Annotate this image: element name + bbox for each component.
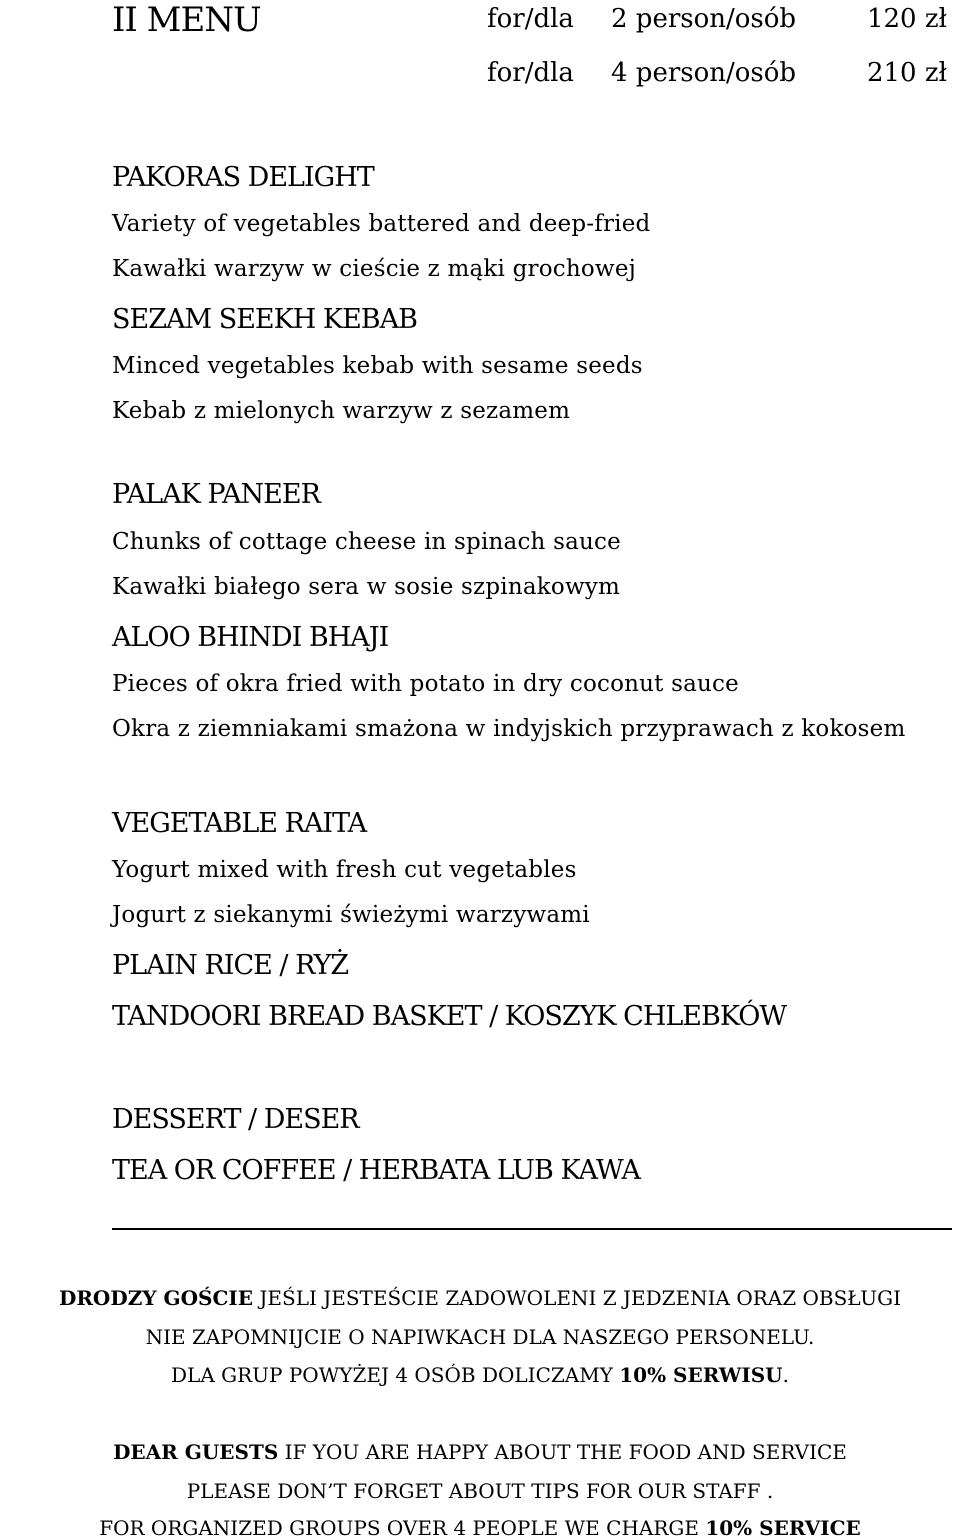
note-en-service: 10% SERVICE — [705, 1516, 861, 1540]
dish-desc-pl: Kawałki warzyw w cieście z mąki grochowej — [112, 256, 636, 282]
dish-desc-pl: Jogurt z siekanymi świeżymi warzywami — [112, 902, 590, 928]
price-value: 210 zł — [866, 58, 947, 88]
price-value: 120 zł — [866, 4, 947, 34]
dish-name-pakoras: PAKORAS DELIGHT — [112, 162, 374, 193]
price-persons: 4 person/osób — [611, 58, 797, 88]
dish-desc-en: Minced vegetables kebab with sesame seeds — [112, 353, 643, 379]
dish-name-rice: PLAIN RICE / RYŻ — [112, 950, 349, 981]
dish-desc-en: Variety of vegetables battered and deep-fried — [112, 211, 651, 237]
dish-name-palak: PALAK PANEER — [112, 479, 320, 510]
dish-desc-pl: Kebab z mielonych warzyw z sezamem — [112, 398, 571, 424]
price-for-label: for/dla — [487, 58, 574, 88]
note-pl-line-3 — [0, 1363, 960, 1387]
dish-desc-pl: Kawałki białego sera w sosie szpinakowym — [112, 574, 621, 600]
note-pl-line-2: NIE ZAPOMNIJCIE O NAPIWKACH DLA NASZEGO PERSONELU. — [145, 1325, 815, 1349]
divider — [112, 1228, 952, 1230]
note-pl-text: DLA GRUP POWYŻEJ 4 OSÓB DOLICZAMY — [171, 1363, 620, 1387]
note-en-line-3 — [0, 1516, 960, 1540]
note-pl-text: JEŚLI JESTEŚCIE ZADOWOLENI Z JEDZENIA ORAZ OBSŁUGI — [253, 1286, 902, 1310]
dish-desc-en: Pieces of okra fried with potato in dry coconut sauce — [112, 671, 739, 697]
note-pl-period: . — [782, 1363, 789, 1387]
dish-name-sezam: SEZAM SEEKH KEBAB — [112, 304, 417, 335]
dish-name-raita: VEGETABLE RAITA — [112, 808, 367, 839]
dish-desc-en: Yogurt mixed with fresh cut vegetables — [112, 857, 577, 883]
note-en-greeting: DEAR GUESTS — [113, 1440, 279, 1464]
note-en-line-2: PLEASE DON’T FORGET ABOUT TIPS FOR OUR STAFF . — [186, 1479, 774, 1503]
menu-title: II MENU — [112, 0, 261, 40]
dish-name-tea: TEA OR COFFEE / HERBATA LUB KAWA — [112, 1155, 640, 1186]
note-pl-greeting: DRODZY GOŚCIE — [58, 1286, 254, 1310]
dish-name-aloo: ALOO BHINDI BHAJI — [112, 622, 389, 653]
note-en-text: IF YOU ARE HAPPY ABOUT THE FOOD AND SERVICE — [278, 1440, 847, 1464]
price-persons: 2 person/osób — [611, 4, 797, 34]
note-pl-service: 10% SERWISU — [619, 1363, 783, 1387]
note-pl-line-1 — [0, 1286, 960, 1310]
dish-desc-en: Chunks of cottage cheese in spinach sauce — [112, 529, 621, 555]
price-for-label: for/dla — [487, 4, 574, 34]
note-en-line-1 — [0, 1440, 960, 1464]
note-en-text: FOR ORGANIZED GROUPS OVER 4 PEOPLE WE CHARGE — [99, 1516, 706, 1540]
dish-name-bread: TANDOORI BREAD BASKET / KOSZYK CHLEBKÓW — [112, 1001, 787, 1032]
dish-name-dessert: DESSERT / DESER — [112, 1104, 359, 1135]
dish-desc-pl: Okra z ziemniakami smażona w indyjskich przyprawach z kokosem — [112, 716, 906, 742]
